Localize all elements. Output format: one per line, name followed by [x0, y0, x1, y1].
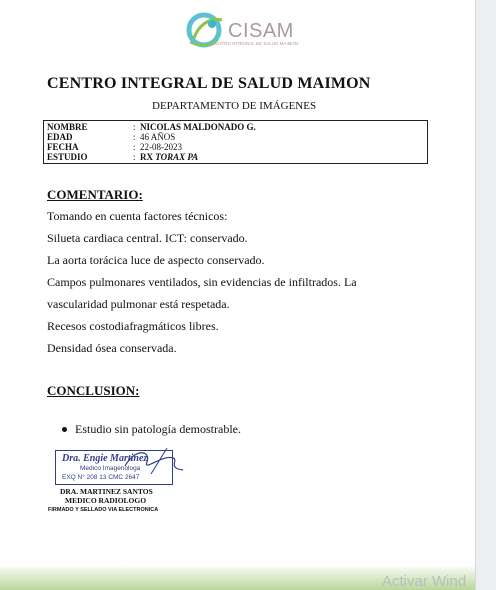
- cisam-logo: [178, 8, 299, 52]
- info-label: ESTUDIO: [47, 152, 88, 162]
- viewer-scroll-edge[interactable]: [475, 0, 496, 590]
- comentario-heading: COMENTARIO:: [47, 187, 143, 202]
- comentario-line: La aorta torácica luce de aspecto conservado.: [47, 253, 265, 267]
- clinic-title: CENTRO INTEGRAL DE SALUD MAIMON: [47, 75, 371, 92]
- comentario-line: vascularidad pulmonar está respetada.: [47, 297, 230, 311]
- info-separator: :: [133, 142, 136, 152]
- department-title: DEPARTAMENTO DE IMÁGENES: [152, 100, 317, 112]
- stamp-role: Medico Imagenologa: [80, 465, 141, 472]
- doctor-stamp: [55, 450, 173, 485]
- info-label: EDAD: [47, 132, 73, 142]
- comentario-line: Silueta cardiaca central. ICT: conservado.: [47, 231, 248, 245]
- conclusion-heading: CONCLUSION:: [47, 383, 140, 398]
- doctor-printed-name: DRA. MARTINEZ SANTOS: [60, 487, 153, 496]
- study-prefix: RX: [140, 152, 156, 162]
- activation-watermark: Activar Wind: [382, 573, 467, 590]
- info-separator: :: [133, 122, 136, 132]
- info-separator: :: [133, 152, 136, 162]
- patient-age-value: 46 AÑOS: [140, 132, 176, 142]
- study-projection: TORAX PA: [155, 152, 199, 162]
- logo-tagline: CENTRO INTEGRAL DE SALUD MAIMON: [212, 41, 299, 46]
- info-label: NOMBRE: [47, 122, 88, 132]
- stamp-license: EXQ N° 208 13 CMC 2647: [62, 474, 140, 481]
- logo-wordmark: CISAM: [228, 20, 294, 42]
- comentario-line: Recesos costodiafragmáticos libres.: [47, 319, 219, 333]
- bullet-icon: [62, 427, 67, 432]
- info-label: FECHA: [47, 142, 79, 152]
- conclusion-item: Estudio sin patología demostrable.: [75, 422, 241, 436]
- signature-note: FIRMADO Y SELLADO VIA ELECTRONICA: [48, 507, 159, 513]
- study-type-value: [140, 152, 198, 162]
- patient-info-box: [43, 120, 428, 164]
- comentario-line: Campos pulmonares ventilados, sin evidencias de infiltrados. La: [47, 275, 357, 289]
- patient-name-value: NICOLAS MALDONADO G.: [140, 122, 256, 132]
- stamp-name: Dra. Engie Martinez: [62, 453, 148, 464]
- study-date-value: 22-08-2023: [140, 142, 182, 152]
- info-separator: :: [133, 132, 136, 142]
- doctor-printed-title: MEDICO RADIOLOGO: [65, 496, 147, 505]
- comentario-line: Densidad ósea conservada.: [47, 341, 177, 355]
- comentario-line: Tomando en cuenta factores técnicos:: [47, 209, 228, 223]
